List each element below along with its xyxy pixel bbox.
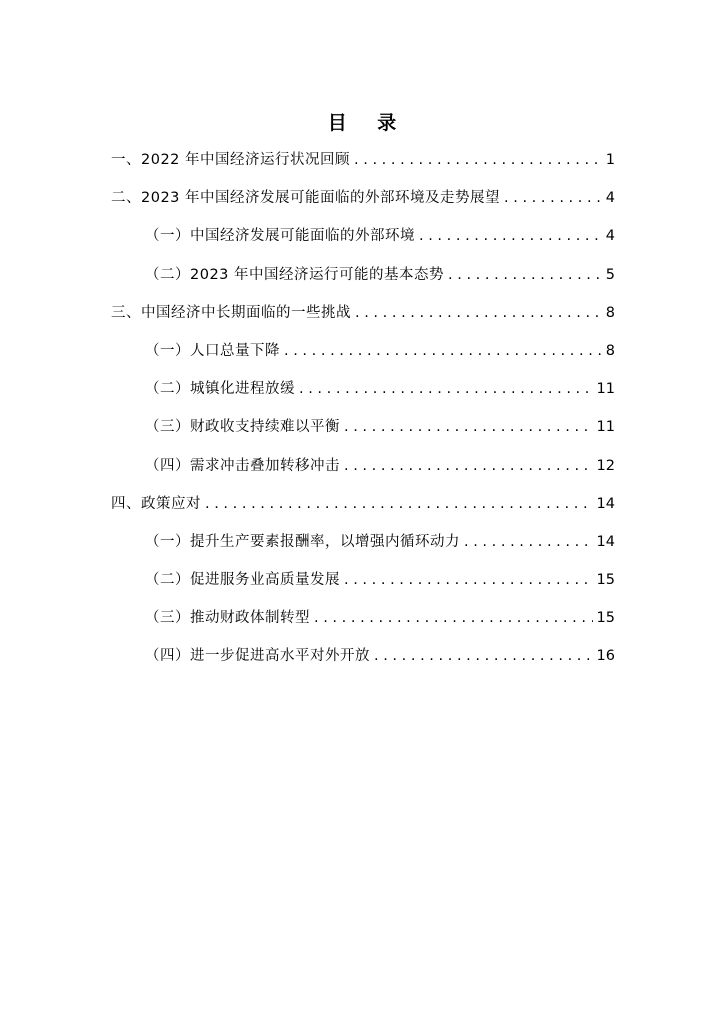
toc-dot-leader <box>354 141 601 179</box>
toc-dot-leader <box>448 256 601 294</box>
toc-page-number: 4 <box>605 228 615 245</box>
toc-dot-leader <box>344 561 593 599</box>
toc-entry-label: （二）促进服务业高质量发展 <box>145 572 340 589</box>
toc-entry-label: （四）进一步促进高水平对外开放 <box>145 648 370 665</box>
toc-page-number: 16 <box>596 648 615 665</box>
toc-entry[interactable] <box>111 561 615 599</box>
toc-page-number: 8 <box>605 342 615 359</box>
table-of-contents <box>111 141 615 676</box>
toc-page-number: 12 <box>596 457 615 474</box>
toc-entry[interactable] <box>111 485 615 523</box>
toc-entry[interactable] <box>111 217 615 255</box>
toc-page-number: 14 <box>596 533 615 550</box>
toc-dot-leader <box>374 637 593 675</box>
toc-entry[interactable] <box>111 408 615 446</box>
toc-entry[interactable] <box>111 256 615 294</box>
toc-entry-label: （二）城镇化进程放缓 <box>145 381 295 398</box>
toc-entry-label: （四）需求冲击叠加转移冲击 <box>145 457 340 474</box>
toc-page-number: 11 <box>596 381 615 398</box>
toc-dot-leader <box>284 332 601 370</box>
toc-page-number: 15 <box>596 572 615 589</box>
toc-entry-label: 一、2022 年中国经济运行状况回顾 <box>111 152 351 168</box>
toc-entry[interactable] <box>111 599 615 637</box>
toc-entry[interactable] <box>111 179 615 217</box>
toc-dot-leader <box>504 179 601 217</box>
toc-page-number: 4 <box>605 190 615 207</box>
toc-dot-leader <box>344 408 593 446</box>
toc-entry-label: 三、中国经济中长期面临的一些挑战 <box>111 304 351 321</box>
toc-page-number: 11 <box>596 419 615 436</box>
toc-dot-leader <box>299 370 593 408</box>
toc-page-number: 8 <box>605 304 615 321</box>
toc-entry[interactable] <box>111 294 615 332</box>
toc-entry-label: 二、2023 年中国经济发展可能面临的外部环境及走势展望 <box>111 190 501 207</box>
toc-page-number: 14 <box>596 495 615 512</box>
toc-dot-leader <box>344 447 593 485</box>
toc-title: 目 录 <box>327 112 409 134</box>
toc-entry[interactable] <box>111 637 615 675</box>
toc-entry[interactable] <box>111 370 615 408</box>
toc-dot-leader <box>355 294 601 332</box>
toc-entry-label: （二）2023 年中国经济运行可能的基本态势 <box>145 266 445 283</box>
toc-entry-label: 四、政策应对 <box>111 495 201 512</box>
toc-entry-label: （一）中国经济发展可能面临的外部环境 <box>145 228 415 245</box>
toc-dot-leader <box>419 217 601 255</box>
toc-entry[interactable] <box>111 523 615 561</box>
toc-entry[interactable] <box>111 141 615 179</box>
toc-entry-label: （一）提升生产要素报酬率，以增强内循环动力 <box>145 533 460 550</box>
toc-dot-leader <box>205 485 593 523</box>
toc-page-number: 1 <box>605 152 615 168</box>
toc-page-number: 15 <box>596 610 615 627</box>
toc-entry[interactable] <box>111 447 615 485</box>
toc-entry[interactable] <box>111 332 615 370</box>
toc-dot-leader <box>314 599 593 637</box>
toc-dot-leader <box>464 523 593 561</box>
toc-entry-label: （三）财政收支持续难以平衡 <box>145 419 340 436</box>
toc-entry-label: （一）人口总量下降 <box>145 342 280 359</box>
toc-entry-label: （三）推动财政体制转型 <box>145 610 310 627</box>
toc-page-number: 5 <box>605 266 615 283</box>
